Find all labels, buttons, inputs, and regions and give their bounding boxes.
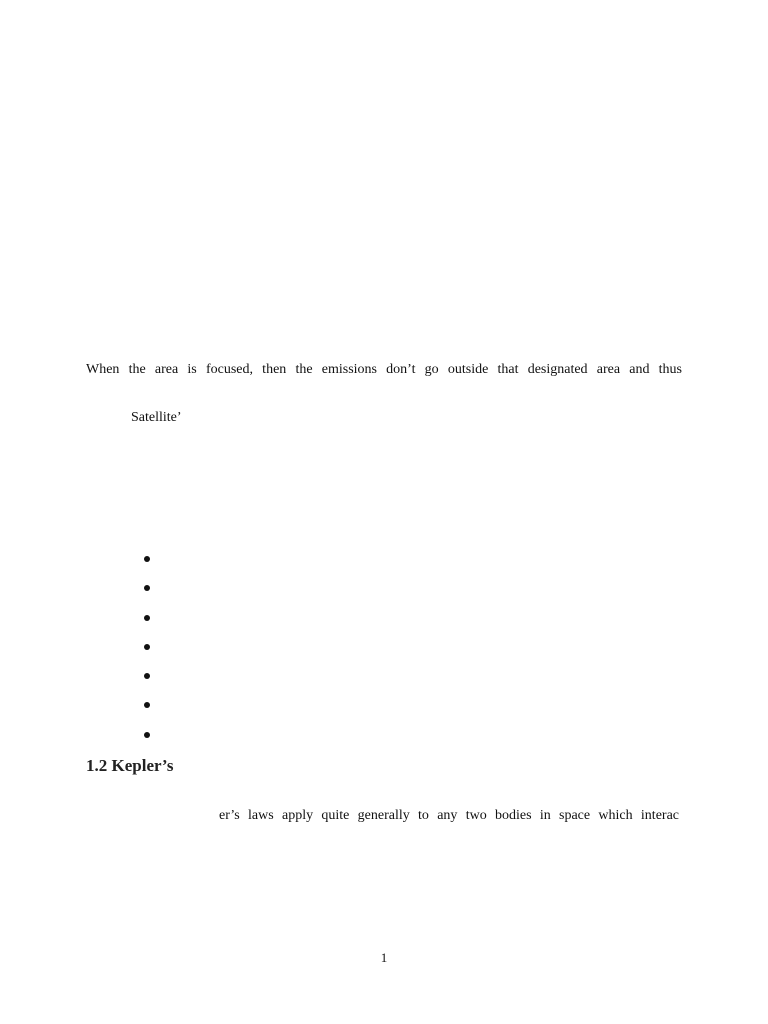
bullet-item xyxy=(139,667,153,696)
bullet-dot-icon xyxy=(144,673,150,679)
body-paragraph-2: Satellite’ xyxy=(131,410,182,425)
bullet-dot-icon xyxy=(144,615,150,621)
bullet-item xyxy=(139,579,153,608)
bullet-dot-icon xyxy=(144,732,150,738)
bullet-item xyxy=(139,696,153,725)
bullet-list xyxy=(139,550,153,755)
section-heading: 1.2 Kepler’s xyxy=(86,756,174,775)
bullet-dot-icon xyxy=(144,556,150,562)
body-paragraph-1: When the area is focused, then the emissions don’t go outside that designated area and thus xyxy=(86,362,682,377)
bullet-item xyxy=(139,726,153,755)
bullet-dot-icon xyxy=(144,644,150,650)
bullet-item xyxy=(139,609,153,638)
bullet-item xyxy=(139,638,153,667)
page-number: 1 xyxy=(380,950,388,965)
section-paragraph: er’s laws apply quite generally to any two bodies in space which interac xyxy=(219,808,679,823)
bullet-item xyxy=(139,550,153,579)
bullet-dot-icon xyxy=(144,702,150,708)
bullet-dot-icon xyxy=(144,585,150,591)
